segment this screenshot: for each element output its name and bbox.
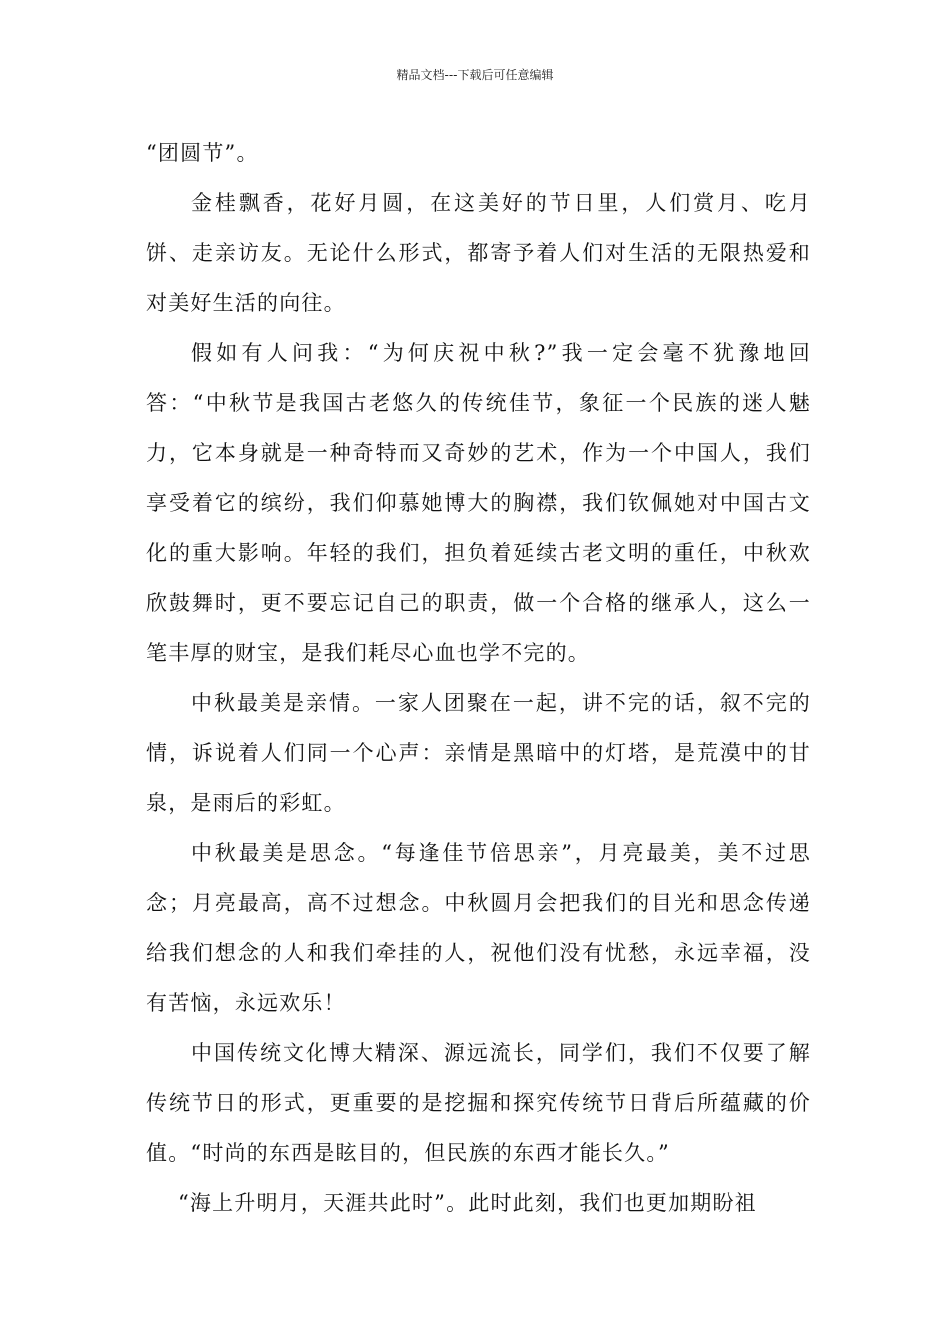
paragraph: 中秋最美是亲情。一家人团聚在一起，讲不完的话，叙不完的情，诉说着人们同一个心声：亲情是黑暗中的灯塔，是荒漠中的甘泉，是雨后的彩虹。 <box>146 691 811 815</box>
paragraph: “海上升明月，天涯共此时”。此时此刻，我们也更加期盼祖 <box>178 1191 757 1215</box>
paragraph: 中国传统文化博大精深、源远流长，同学们，我们不仅要了解传统节日的形式，更重要的是挖掘和探究传统节日背后所蕴藏的价值。“时尚的东西是眩目的，但民族的东西才能长久。” <box>146 1041 811 1165</box>
page-header: 精品文档---下载后可任意编辑 <box>396 68 554 82</box>
paragraph: 假如有人问我：“为何庆祝中秋?”我一定会毫不犹豫地回答：“中秋节是我国古老悠久的传统佳节，象征一个民族的迷人魅力，它本身就是一种奇特而又奇妙的艺术，作为一个中国人，我们享受着它的缤纷，我们仰慕她博大的胸襟，我们钦佩她对中国古文化的重大影响。年轻的我们，担负着延续古老文明的重任，中秋欢欣鼓舞时，更不要忘记自己的职责，做一个合格的继承人，这么一笔丰厚的财宝，是我们耗尽心血也学不完的。 <box>146 341 811 665</box>
paragraph: “团圆节”。 <box>146 141 259 165</box>
paragraph: 中秋最美是思念。“每逢佳节倍思亲”，月亮最美，美不过思念；月亮最高，高不过想念。中秋圆月会把我们的目光和思念传递给我们想念的人和我们牵挂的人，祝他们没有忧愁，永远幸福，没有苦恼，永远欢乐！ <box>146 841 811 1015</box>
document-body <box>146 128 811 1228</box>
paragraph: 金桂飘香，花好月圆，在这美好的节日里，人们赏月、吃月饼、走亲访友。无论什么形式，都寄予着人们对生活的无限热爱和对美好生活的向往。 <box>146 191 811 315</box>
